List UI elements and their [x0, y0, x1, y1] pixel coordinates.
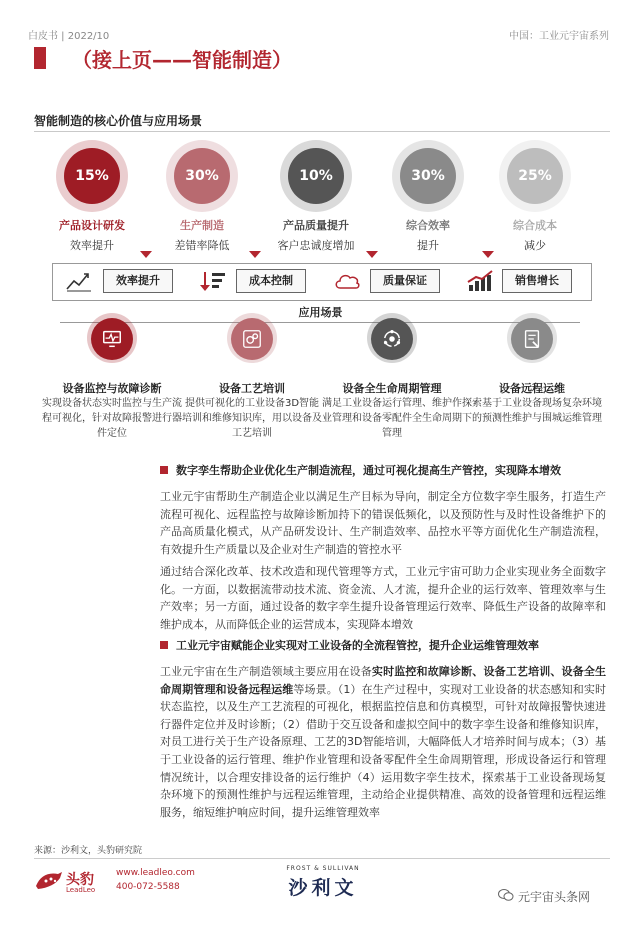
category-sublabel: 客户忠诚度增加	[277, 239, 355, 252]
wechat-icon	[498, 888, 514, 902]
paragraph-1: 工业元宇宙帮助生产制造企业以满足生产目标为导向，制定全方位数字孪生服务，打造生产流程可视化、远程监控与故障诊断加持下的错误低频化，以及预防性与及时性设备维护下的产品高质量化模式，从产品研发设计、生产制造效率、品控水平等方面优化生产制造流程，有效提升生产质量以及企业对生产制造的管控水平	[160, 490, 606, 556]
value-item-label: 销售增长	[502, 269, 572, 293]
remote-maintenance-icon	[521, 328, 543, 350]
bullet-marker	[160, 466, 168, 474]
doc-meta: 白皮书 | 2022/10	[28, 31, 110, 42]
arrow-down-icon	[366, 251, 378, 258]
divider	[34, 131, 610, 132]
value-item-label: 成本控制	[236, 269, 306, 293]
scenario-icon-circle	[91, 318, 133, 360]
scenario-icon-circle	[231, 318, 273, 360]
fs-logo-name: 沙利文	[288, 877, 358, 899]
leopard-logo-icon	[34, 868, 64, 892]
percent-value: 30%	[411, 168, 445, 184]
gears-icon	[241, 328, 263, 350]
logo-text: 头豹	[66, 872, 94, 888]
value-item-label: 质量保证	[370, 269, 440, 293]
percent-value: 15%	[75, 168, 109, 184]
cloud-icon	[332, 269, 362, 293]
page-header	[0, 0, 641, 42]
category-sublabel: 效率提升	[70, 239, 114, 252]
category-label: 产品质量提升	[283, 219, 349, 232]
title-accent-block	[34, 47, 46, 69]
page-title: （接上页——智能制造）	[72, 48, 292, 72]
scenario-icon-circle	[511, 318, 553, 360]
scenario-title: 设备监控与故障诊断	[62, 382, 162, 395]
section-label: 智能制造的核心价值与应用场景	[34, 114, 203, 128]
arrow-down-icon	[140, 251, 152, 258]
paragraph-3: 工业元宇宙在生产制造领域主要应用在设备实时监控和故障诊断、设备工艺培训、设备全生命周期管理和设备远程运维等场景。（1）在生产过程中，实现对工业设备的状态感知和实时状态监控，以及生产工艺流程的可视化，根据监控信息和仿真模型，可针对故障报警快速进行器件定位并及时诊断；（2）借助于交互设备和虚拟空间中的数字孪生设备和维修知识库，对员工进行关于生产设备原理、工艺的3D智能培训，大幅降低人才培养时间与成本；（3）基于工业设备的运行管理、维护作业管理和设备零配件全生命周期管理，形成设备运行和管理情况统计，以合理安排设备的运行维护（4）运用数字孪生技术，探索基于工业设备现场复杂环境下的预测性维护与远程运维管理，主动给企业提供精准、高效的设备管理和远程运维服务，缩短维护响应时间，提升运维管理效率	[160, 665, 607, 819]
source-note: 来源：沙利文，头豹研究院	[34, 846, 143, 856]
scenario-title: 设备工艺培训	[219, 382, 285, 395]
scenario-title: 应用场景	[298, 306, 343, 319]
subheading-2: 工业元宇宙赋能企业实现对工业设备的全流程管控，提升企业运维管理效率	[176, 639, 539, 652]
scenario-icon-circle	[371, 318, 413, 360]
bullet-marker	[160, 641, 168, 649]
scenario-description: 提供可视化的工业设备3D智能培训和维修知识库，用以设备及工艺培训	[182, 398, 322, 439]
percent-circle	[400, 148, 456, 204]
percent-value: 25%	[518, 168, 552, 184]
category-label: 综合成本	[513, 219, 557, 232]
arrow-down-icon	[249, 251, 261, 258]
scenario-description: 满足工业设备运行管理、维护作业管理和设备零配件全生命周期管理	[322, 398, 462, 439]
series-label: 中国：工业元宇宙系列	[509, 31, 609, 42]
category-sublabel: 提升	[417, 239, 439, 252]
scenario-description: 实现设备状态实时监控与生产流程可视化，针对故障报警进行器件定位	[42, 398, 182, 439]
website-link[interactable]: www.leadleo.com	[116, 868, 195, 878]
percent-value: 10%	[299, 168, 333, 184]
scenario-title: 设备远程运维	[499, 382, 565, 395]
category-sublabel: 差错率降低	[174, 239, 230, 252]
down-arrow-bars-icon	[198, 269, 228, 293]
percent-circle	[288, 148, 344, 204]
category-label: 产品设计研发	[59, 219, 125, 232]
watermark: 元宇宙头条网	[518, 890, 591, 904]
percent-circle	[174, 148, 230, 204]
monitor-icon	[101, 328, 123, 350]
trend-line-icon	[64, 269, 94, 293]
growth-bars-icon	[466, 269, 496, 293]
arrow-down-icon	[482, 251, 494, 258]
percent-circle	[507, 148, 563, 204]
category-label: 综合效率	[406, 219, 450, 232]
percent-value: 30%	[185, 168, 219, 184]
footer-divider	[34, 858, 610, 859]
percent-circle	[64, 148, 120, 204]
paragraph-2: 通过结合深化改革、技术改造和现代管理等方式，工业元宇宙可助力企业实现业务全面数字化。一方面，以数据流带动技术流、资金流、人才流，提升企业的运行效率、管理效率与生产效率；另一方面，通过设备的数字孪生提升设备管理运行效率、降低生产设备的故障率和维护成本，从而降低企业的运营成本，实现降本增效	[160, 565, 606, 631]
phone-number: 400-072-5588	[116, 882, 180, 892]
scenario-title: 设备全生命周期管理	[342, 382, 442, 395]
category-label: 生产制造	[180, 219, 224, 232]
value-item-label: 效率提升	[103, 269, 173, 293]
scenario-description: 探索基于工业设备现场复杂环境下的预测性维护与围城运维管理	[462, 398, 602, 424]
category-sublabel: 减少	[524, 239, 546, 252]
fs-logo-top: FROST & SULLIVAN	[286, 865, 360, 872]
logo-subtext: LeadLeo	[66, 886, 96, 894]
scenario-divider	[60, 322, 580, 323]
subheading-1: 数字孪生帮助企业优化生产制造流程，通过可视化提高生产管控，实现降本增效	[176, 464, 561, 477]
lifecycle-icon	[381, 328, 403, 350]
